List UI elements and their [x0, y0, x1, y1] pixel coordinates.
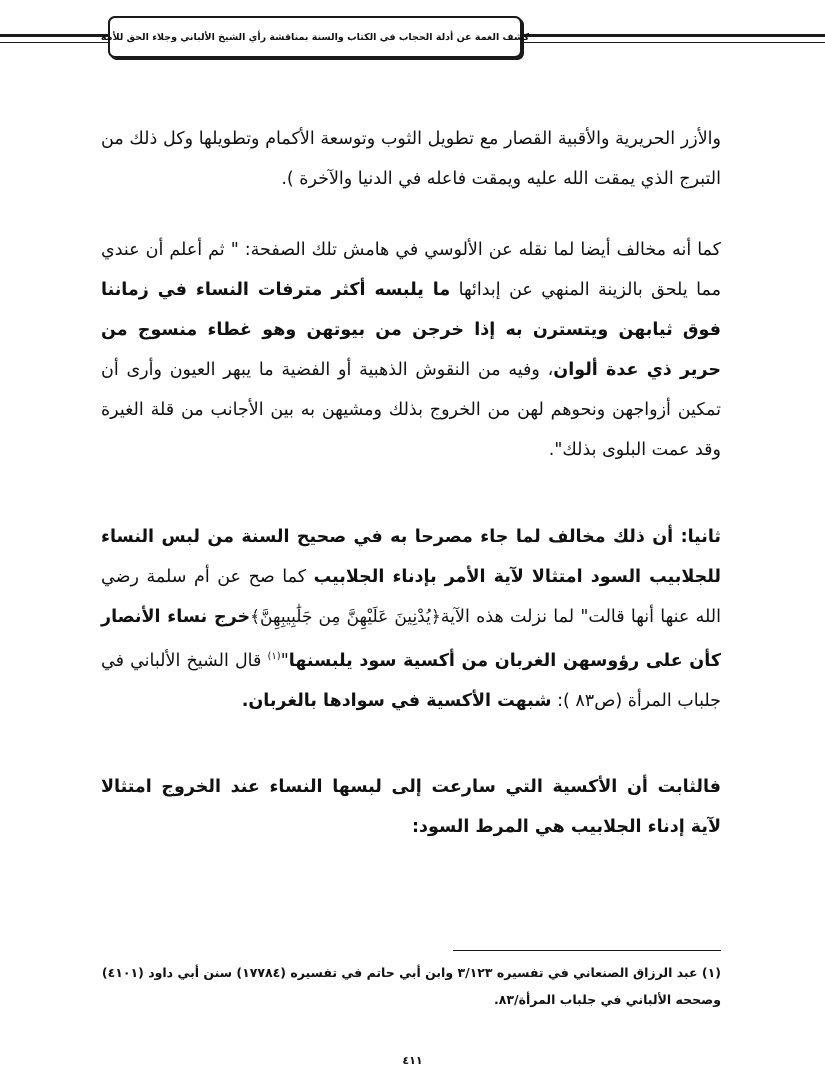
- paragraph-3-text-a: كما صح عن أم سلمة رضي الله عنها أنها قالت" لما نزلت هذه الآية: [101, 567, 721, 627]
- paragraph-1-text: والأزر الحريرية والأقبية القصار مع تطويل الثوب وتوسعة الأكمام وتطويلها وكل ذلك من التبرج الذي يمقت الله عليه ويمقت فاعله في الدنيا والآخرة ).: [101, 129, 721, 189]
- paragraph-2-bold: ما يلبسه أكثر مترفات النساء في زماننا فوق ثيابهن ويتسترن به إذا خرجن من بيوتهن وهو غطاء منسوج من حرير ذي عدة ألوان: [101, 280, 722, 380]
- paragraph-4: [101, 767, 721, 847]
- paragraph-3-text-b: قال الشيخ الألباني في جلباب المرأة (ص٨٣ ):: [101, 650, 721, 711]
- paragraph-2-text-b: ، وفيه من النقوش الذهبية أو الفضية ما يبهر العيون وأرى أن تمكين أزواجهن ونحوهم لهن من الخروج بذلك ومشيهن به بين الأجانب من قلة الغيرة وقد عمت البلوى بذلك".: [101, 360, 721, 460]
- paragraph-3-bold-c: شبهت الأكسية في سوادها بالغربان.: [241, 690, 552, 711]
- quran-verse: ﴿يُدْنِينَ عَلَيْهِنَّ مِن جَلَٰبِيبِهِنَّ﴾: [250, 607, 441, 627]
- footnote-line-2: وصححه الألباني في جلباب المرأة/٨٣.: [494, 992, 721, 1007]
- book-title: كشف الغمة عن أدلة الحجاب في الكتاب والسنة بمناقشة رأي الشيخ الألباني وجلاء الحق للأمة: [100, 31, 530, 43]
- paragraph-3-bold-b: خرج نساء الأنصار كأن على رؤوسهن الغربان من أكسية سود يلبسنها: [101, 607, 721, 671]
- paragraph-2: [101, 230, 721, 470]
- paragraph-2-text-a: كما أنه مخالف أيضا لما نقله عن الألوسي في هامش تلك الصفحة: " ثم أعلم أن عندي مما يلحق بالزينة المنهي عن إبدائها: [101, 240, 721, 300]
- footnote-line-1: (١) عبد الرزاق الصنعاني في تفسيره ٣/١٢٣ وابن أبي حاتم في تفسيره (١٧٧٨٤) سنن أبي داود (٤١٠١): [101, 965, 721, 980]
- footnote-rule: [453, 950, 721, 951]
- paragraph-1: [101, 119, 721, 199]
- page-number: ٤١١: [402, 1054, 423, 1067]
- paragraph-3-bold-a: ثانيا: أن ذلك مخالف لما جاء مصرحا به في صحيح السنة من لبس النساء للجلابيب السود امتثالا لآية الأمر بإدناء الجلابيب: [101, 527, 721, 587]
- paragraph-4-bold: فالثابت أن الأكسية التي سارعت إلى لبسها النساء عند الخروج امتثالا لآية إدناء الجلابيب هي المرط السود:: [101, 777, 721, 837]
- footnote: [101, 959, 721, 1013]
- paragraph-3: ثانيا: أن ذلك مخالف لما جاء مصرحا به في صحيح السنة من لبس النساء للجلابيب السود امتثالا لآية الأمر بإدناء الجلابيب كما صح عن أم سلمة رضي الله عنها أنها قالت" لما نزلت هذه الآية﴿يُدْنِينَ عَلَيْهِنَّ مِن جَلَٰبِيبِهِنَّ﴾خرج نساء الأنصار كأن على رؤوسهن الغربان من أكسية سود يلبسنها"$^{(١)}$ قال الشيخ الألباني في جلباب المرأة (ص٨٣ ): شبهت الأكسية في سوادها بالغربان.: [101, 527, 721, 711]
- running-header: [100, 16, 530, 58]
- footnote-marker[interactable]: (١): [267, 651, 281, 662]
